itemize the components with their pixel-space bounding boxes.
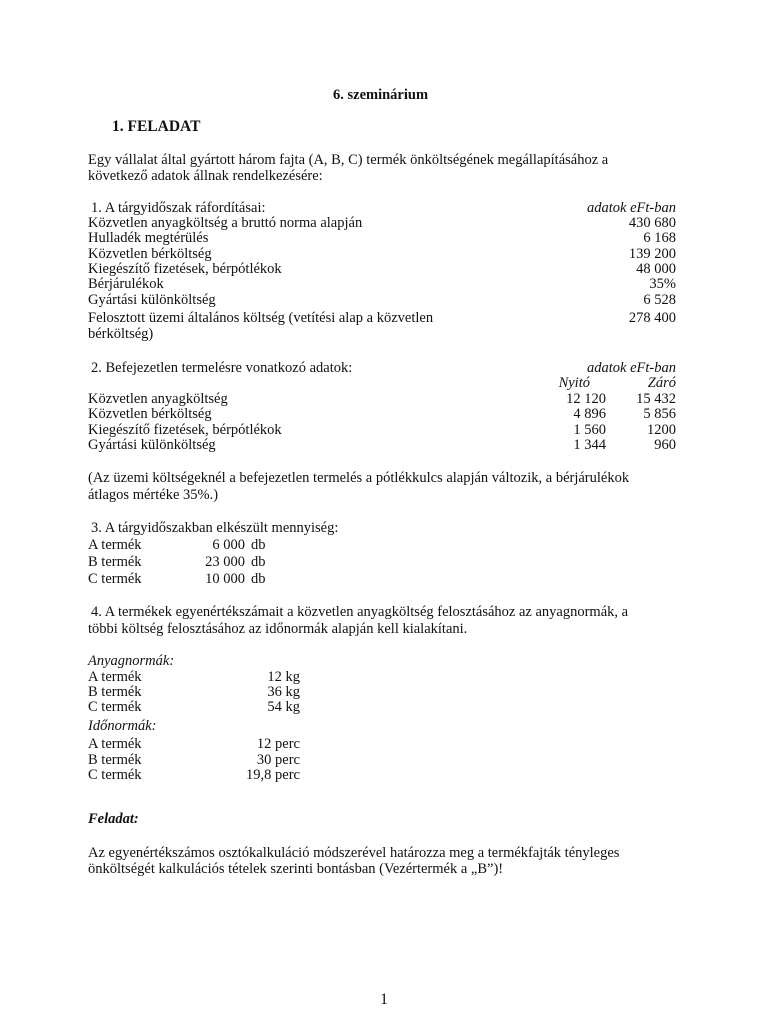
quantity-unit: db [251, 537, 266, 553]
table-row-value: 430 680 [628, 215, 676, 231]
norm-value: 12 kg [267, 669, 300, 685]
table-cell-open: 4 896 [573, 406, 606, 422]
task-title: Feladat: [88, 811, 139, 827]
intro-line-2: következő adatok állnak rendelkezésére: [88, 168, 323, 184]
table-cell-open: 12 120 [566, 391, 606, 407]
table-cell-close: 1200 [647, 422, 676, 438]
table-row-value: 48 000 [636, 261, 676, 277]
table-row-label: Kiegészítő fizetések, bérpótlékok [88, 261, 282, 277]
table-row-value: 6 168 [643, 230, 676, 246]
table-row-value: 35% [649, 276, 676, 292]
section-1-title: 1. A tárgyidőszak ráfordításai: [91, 200, 266, 216]
table-row-label: Gyártási különköltség [88, 437, 216, 453]
table-cell-close: 960 [654, 437, 676, 453]
material-norms-title: Anyagnormák: [88, 653, 175, 669]
quantity-value: 23 000 [205, 554, 245, 570]
section-4-line-2: többi költség felosztásához az időnormák alapján kell kialakítani. [88, 621, 468, 637]
table-row-label: Közvetlen bérköltség [88, 246, 212, 262]
quantity-value: 6 000 [212, 537, 245, 553]
table-row-label-cont: bérköltség) [88, 326, 154, 342]
table-cell-close: 5 856 [643, 406, 676, 422]
norm-value: 36 kg [267, 684, 300, 700]
page-number: 1 [380, 991, 388, 1008]
product-label: C termék [88, 571, 142, 587]
time-norms-title: Időnormák: [88, 718, 157, 734]
norm-value: 19,8 perc [246, 767, 300, 783]
product-label: A termék [88, 736, 142, 752]
task-line-1: Az egyenértékszámos osztókalkuláció módszerével határozza meg a termékfajták tényleges [88, 845, 620, 861]
table-row-label: Közvetlen anyagköltség [88, 391, 228, 407]
product-label: B termék [88, 752, 142, 768]
intro-line-1: Egy vállalat által gyártott három fajta (A, B, C) termék önköltségének megállapításához a [88, 152, 609, 168]
product-label: C termék [88, 699, 142, 715]
column-header-open: Nyitó [558, 375, 590, 391]
product-label: C termék [88, 767, 142, 783]
product-label: B termék [88, 554, 142, 570]
table-row-label: Kiegészítő fizetések, bérpótlékok [88, 422, 282, 438]
section-4-line-1: 4. A termékek egyenértékszámait a közvetlen anyagköltség felosztásához az anyagnormák, a [91, 604, 629, 620]
table-cell-open: 1 344 [573, 437, 606, 453]
task-line-2: önköltségét kalkulációs tételek szerinti bontásban (Vezértermék a „B”)! [88, 861, 504, 877]
table-row-label: Közvetlen anyagköltség a bruttó norma alapján [88, 215, 363, 231]
table-row-label: Felosztott üzemi általános költség (vetítési alap a közvetlen [88, 310, 434, 326]
section-2-title: 2. Befejezetlen termelésre vonatkozó adatok: [91, 360, 353, 376]
section-1-unit: adatok eFt-ban [587, 200, 676, 216]
section-3-title: 3. A tárgyidőszakban elkészült mennyiség: [91, 520, 339, 536]
note-line-2: átlagos mértéke 35%.) [88, 487, 219, 503]
quantity-value: 10 000 [205, 571, 245, 587]
column-header-close: Záró [647, 375, 676, 391]
table-cell-open: 1 560 [573, 422, 606, 438]
section-heading: 1. FELADAT [112, 118, 201, 135]
table-row-value: 6 528 [643, 292, 676, 308]
table-row-label: Gyártási különköltség [88, 292, 216, 308]
norm-value: 30 perc [256, 752, 300, 768]
table-row-value: 278 400 [628, 310, 676, 326]
section-2-unit: adatok eFt-ban [587, 360, 676, 376]
note-line-1: (Az üzemi költségeknél a befejezetlen termelés a pótlékkulcs alapján változik, a bérjárulékok [88, 470, 630, 486]
page-title: 6. szeminárium [333, 87, 429, 103]
norm-value: 12 perc [256, 736, 300, 752]
table-cell-close: 15 432 [636, 391, 676, 407]
product-label: A termék [88, 669, 142, 685]
quantity-unit: db [251, 571, 266, 587]
norm-value: 54 kg [267, 699, 300, 715]
product-label: A termék [88, 537, 142, 553]
product-label: B termék [88, 684, 142, 700]
table-row-value: 139 200 [628, 246, 676, 262]
table-row-label: Közvetlen bérköltség [88, 406, 212, 422]
table-row-label: Hulladék megtérülés [88, 230, 209, 246]
quantity-unit: db [251, 554, 266, 570]
table-row-label: Bérjárulékok [88, 276, 164, 292]
